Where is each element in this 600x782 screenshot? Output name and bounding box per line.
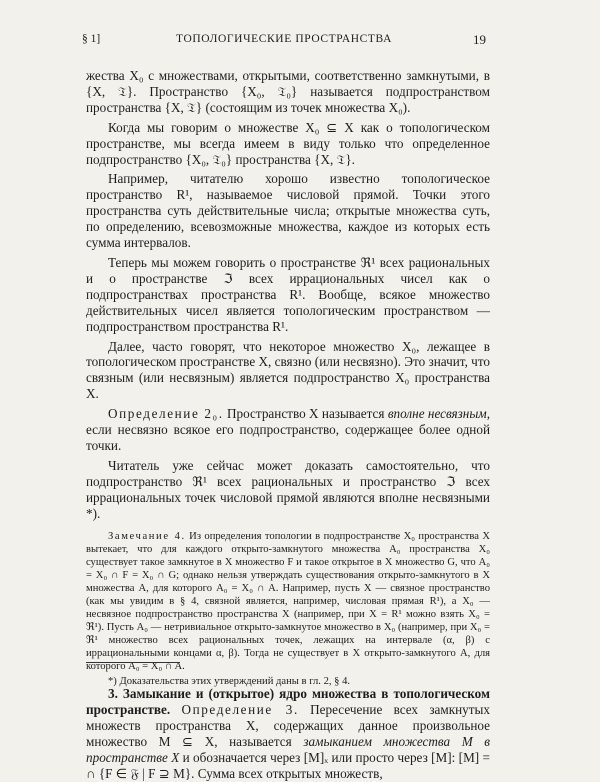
paragraph: Теперь мы можем говорить о пространстве ℜ¹ всех рациональных и о пространстве ℑ всех иррациональных чисел как о подпространствах пространства R¹. Вообще, всякое множество действительных чисел является топологическим пространством — подпространством пространства R¹. <box>86 254 490 334</box>
footnote: *) Доказательства этих утверждений даны в гл. 2, § 4. <box>108 676 351 687</box>
running-title: ТОПОЛОГИЧЕСКИЕ ПРОСТРАНСТВА <box>176 33 392 45</box>
paragraph-continued: жества X₀ с множествами, открытыми, соответственно замкнутыми, в {X, 𝔗}. Пространство {X₀, 𝔗₀} называется подпространством пространства {X, 𝔗} (состоящим из точек множества X₀). <box>86 68 490 115</box>
defined-term: вполне несвязным <box>387 406 487 422</box>
paragraph: Далее, часто говорят, что некоторое множество X₀, лежащее в топологическом пространстве X, связно (или несвязно). Это значит, что связным (или несвязным) является подпространство X₀ пространства X. <box>86 338 490 402</box>
remark-label: Замечание 4. <box>108 531 186 543</box>
paragraph: Читатель уже сейчас может доказать самостоятельно, что подпространство ℜ¹ всех рациональных и пространство ℑ всех иррациональных точек числовой прямой являются вполне несвязными *). <box>86 457 490 521</box>
paragraph: Когда мы говорим о множестве X₀ ⊆ X как о топологическом пространстве, мы всегда имеем в виду только что определенное подпространство {X₀, 𝔗₀} пространства {X, 𝔗}. <box>86 119 490 167</box>
section-heading: 3. Замыкание и (открытое) ядро множества в топологическом пространстве. <box>86 686 490 718</box>
footnote-rule <box>86 662 180 663</box>
section-marker: § 1] <box>82 33 101 45</box>
remark-4: Замечание 4. Из определения топологии в подпространстве X₀ пространства X вытекает, что для каждого открыто-замкнутого множества A₀ пространства X₀ существует такое замкнутое в X множество F и такое открытое в X множество G, что A₀ = X₀ ∩ F = X₀ ∩ G; однако нельзя утверждать существования открыто-замкнутого в X множества A, для которого A₀ = X₀ ∩ A. Например, пусть X — связное пространство (как мы увидим в § 4, связной является, например, числовая прямая R¹), а X₀ — несвязное подпространство пространства X (например, при X = R¹ можно взять X₀ = ℜ¹). Пусть A₀ — нетривиальное открыто-замкнутое множество в X₀ (например, при X₀ = ℜ¹ множество всех рациональных точек, лежащих на интервале (α, β) с иррациональными концами α, β). Тогда не существует в X открыто-замкнутого A, для которого A₀ = X₀ ∩ A. <box>86 531 491 672</box>
section-3: 3. Замыкание и (открытое) ядро множества в топологическом пространстве. Определение 3. Пересечение всех замкнутых множеств пространства X, содержащих данное произвольное множество M ⊆ X, называется замыканием множества M в пространстве X и обозначается через [M]ₓ или просто через [M]: [M] = ∩ {F ∈ 𝔉 | F ⊇ M}. Сумма всех открытых множеств, <box>86 686 491 781</box>
page-number: 19 <box>473 32 486 47</box>
defined-term: замыканием множества M в пространстве X <box>86 734 491 766</box>
definition-2: Определение 2₀. Пространство X называется вполне несвязным, если несвязно всякое его подпространство, содержащее более одной точки. <box>86 406 490 453</box>
definition-label: Определение 3. <box>181 702 299 718</box>
definition-label: Определение 2₀. <box>108 406 224 422</box>
page-body <box>86 68 490 782</box>
running-header <box>82 33 486 49</box>
paragraph: Например, читателю хорошо известно топологическое пространство R¹, называемое числовой прямой. Точки этого пространства суть действительные числа; открытые множества суть, по определению, всевозможные множества, каждое из которых есть сумма интервалов. <box>86 171 490 251</box>
